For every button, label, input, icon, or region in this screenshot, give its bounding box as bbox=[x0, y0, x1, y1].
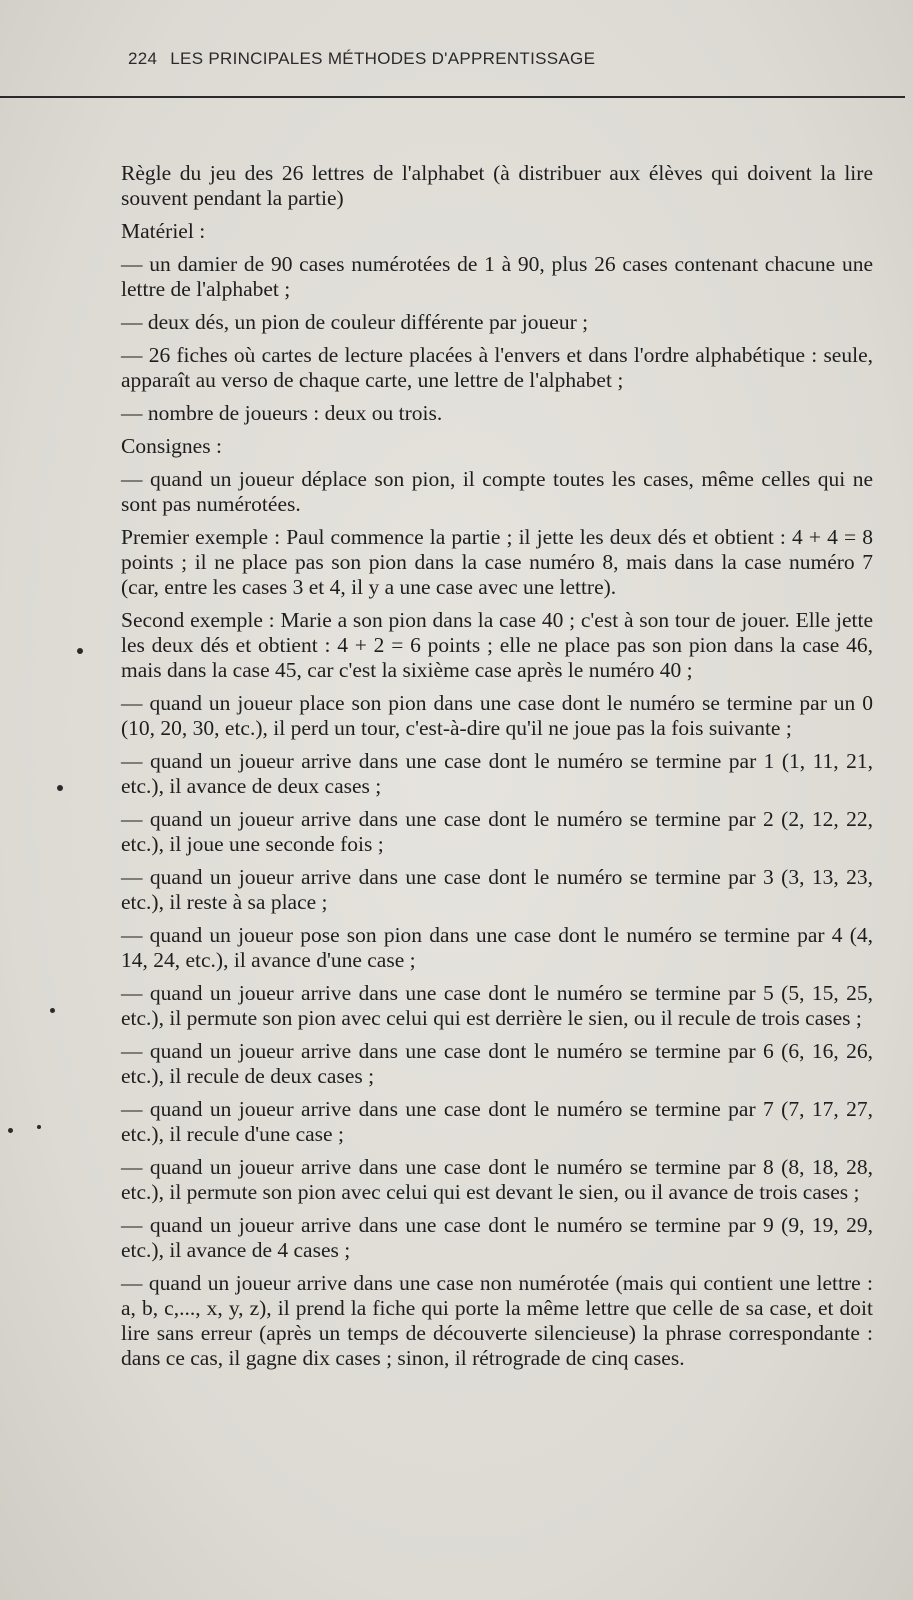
running-header bbox=[128, 49, 595, 69]
ink-speck bbox=[37, 1125, 41, 1129]
list-item: — 26 fiches où cartes de lecture placées à l'envers et dans l'ordre alphabétique : seule, apparaît au verso de chaque carte, une lettre de l'alphabet ; bbox=[121, 343, 873, 392]
list-item: — quand un joueur arrive dans une case dont le numéro se termine par 6 (6, 16, 26, etc.), il recule de deux cases ; bbox=[121, 1039, 873, 1088]
list-item: — deux dés, un pion de couleur différente par joueur ; bbox=[121, 310, 589, 334]
page-number: 224 bbox=[128, 49, 158, 68]
example-paragraph: Second exemple : Marie a son pion dans la case 40 ; c'est à son tour de jouer. Elle jette les deux dés et obtient : 4 + 2 = 6 points ; elle ne place pas son pion dans la case 46, mais dans la case 45, car c'est la sixième case après le numéro 40 ; bbox=[121, 608, 873, 682]
list-item: — un damier de 90 cases numérotées de 1 à 90, plus 26 cases contenant chacune une lettre de l'alphabet ; bbox=[121, 252, 873, 301]
list-item: — quand un joueur déplace son pion, il compte toutes les cases, même celles qui ne sont pas numérotées. bbox=[121, 467, 873, 516]
header-rule bbox=[0, 96, 905, 98]
ink-speck bbox=[50, 1008, 55, 1013]
paragraph-intro: Règle du jeu des 26 lettres de l'alphabet (à distribuer aux élèves qui doivent la lire souvent pendant la partie) bbox=[121, 161, 873, 210]
running-title: LES PRINCIPALES MÉTHODES D'APPRENTISSAGE bbox=[170, 49, 596, 68]
ink-speck bbox=[57, 785, 63, 791]
list-item: — nombre de joueurs : deux ou trois. bbox=[121, 401, 443, 425]
body-text bbox=[121, 161, 873, 1379]
list-item: — quand un joueur pose son pion dans une case dont le numéro se termine par 4 (4, 14, 24, etc.), il avance d'une case ; bbox=[121, 923, 873, 972]
list-item: — quand un joueur arrive dans une case dont le numéro se termine par 5 (5, 15, 25, etc.), il permute son pion avec celui qui est derrière le sien, ou il recule de trois cases ; bbox=[121, 981, 873, 1030]
list-item: — quand un joueur arrive dans une case non numérotée (mais qui contient une lettre : a, b, c,..., x, y, z), il prend la fiche qui porte la même lettre que celle de sa case, et doit lire sans erreur (après un temps de découverte silencieuse) la phrase correspondante : dans ce cas, il gagne dix cases ; sinon, il rétrograde de cinq cases. bbox=[121, 1271, 873, 1370]
example-paragraph: Premier exemple : Paul commence la partie ; il jette les deux dés et obtient : 4 + 4 = 8 points ; il ne place pas son pion dans la case numéro 8, mais dans la case numéro 7 (car, entre les cases 3 et 4, il y a une case avec une lettre). bbox=[121, 525, 873, 599]
list-item: — quand un joueur arrive dans une case dont le numéro se termine par 7 (7, 17, 27, etc.), il recule d'une case ; bbox=[121, 1097, 873, 1146]
list-item: — quand un joueur arrive dans une case dont le numéro se termine par 2 (2, 12, 22, etc.), il joue une seconde fois ; bbox=[121, 807, 873, 856]
list-item: — quand un joueur arrive dans une case dont le numéro se termine par 3 (3, 13, 23, etc.), il reste à sa place ; bbox=[121, 865, 873, 914]
list-item: — quand un joueur arrive dans une case dont le numéro se termine par 8 (8, 18, 28, etc.), il permute son pion avec celui qui est devant le sien, ou il avance de trois cases ; bbox=[121, 1155, 873, 1204]
heading-consignes: Consignes : bbox=[121, 434, 222, 458]
heading-materiel: Matériel : bbox=[121, 219, 206, 243]
list-item: — quand un joueur arrive dans une case dont le numéro se termine par 9 (9, 19, 29, etc.), il avance de 4 cases ; bbox=[121, 1213, 873, 1262]
list-item: — quand un joueur arrive dans une case dont le numéro se termine par 1 (1, 11, 21, etc.), il avance de deux cases ; bbox=[121, 749, 873, 798]
list-item: — quand un joueur place son pion dans une case dont le numéro se termine par un 0 (10, 20, 30, etc.), il perd un tour, c'est-à-dire qu'il ne joue pas la fois suivante ; bbox=[121, 691, 873, 740]
ink-speck bbox=[77, 648, 83, 654]
ink-speck bbox=[8, 1128, 13, 1133]
